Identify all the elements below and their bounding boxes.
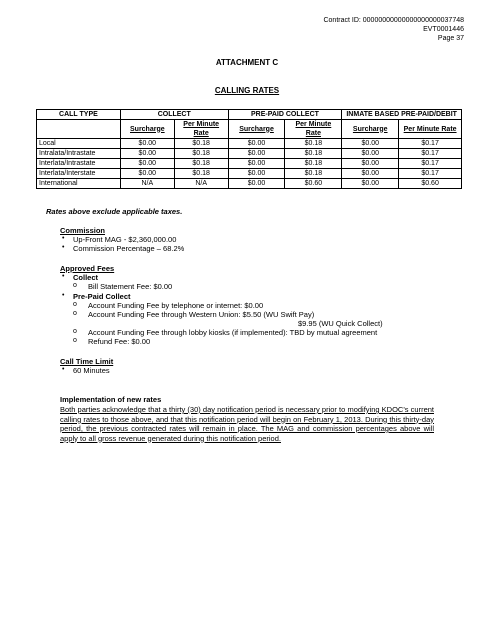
prepaid-label: Pre-Paid Collect xyxy=(73,292,131,301)
table-cell: $0.17 xyxy=(399,159,462,169)
header-inmate-based: INMATE BASED PRE-PAID/DEBIT xyxy=(342,110,462,120)
header-prepaid-collect: PRE-PAID COLLECT xyxy=(228,110,342,120)
bullet-icon: • xyxy=(62,244,65,251)
page-header xyxy=(323,16,464,43)
sub-bullet-icon: o xyxy=(73,328,77,335)
table-cell: N/A xyxy=(174,179,228,189)
table-cell: $0.00 xyxy=(228,169,285,179)
header-surcharge: Surcharge xyxy=(120,120,174,139)
table-cell: $0.00 xyxy=(342,169,399,179)
table-row xyxy=(37,169,462,179)
table-cell: $0.00 xyxy=(342,159,399,169)
call-type-cell: Interlata/Interstate xyxy=(37,169,121,179)
list-item: Commission Percentage – 68.2% xyxy=(73,244,185,253)
table-cell: $0.00 xyxy=(120,159,174,169)
table-cell: $0.18 xyxy=(174,169,228,179)
list-item: Up-Front MAG - $2,360,000.00 xyxy=(73,235,177,244)
list-item: Account Funding Fee through lobby kiosks (if implemented): TBD by mutual agreement xyxy=(88,328,378,337)
header-per-minute-rate: Per Minute Rate xyxy=(285,120,342,139)
attachment-title: ATTACHMENT C xyxy=(215,58,279,67)
header-surcharge: Surcharge xyxy=(342,120,399,139)
list-item: 60 Minutes xyxy=(73,366,110,375)
calling-rates-table xyxy=(36,109,462,189)
table-cell: $0.00 xyxy=(342,179,399,189)
table-group-header-row xyxy=(37,110,462,120)
implementation-paragraph: Both parties acknowledge that a thirty (30) day notification period is necessary prior to modifying KDOC's current calling rates to those above, and that this notification period will begin on February 1, 2013. During this thirty-day period, the previous contracted rates will remain in place. The MAG and commission percentages above will apply to all gross revenue generated during this notification period. xyxy=(60,405,434,443)
header-call-type: CALL TYPE xyxy=(37,110,121,120)
table-cell: $0.18 xyxy=(174,139,228,149)
implementation-title: Implementation of new rates xyxy=(60,395,162,404)
bullet-icon: • xyxy=(62,292,65,299)
table-row xyxy=(37,139,462,149)
table-cell: $0.00 xyxy=(228,179,285,189)
table-cell: $0.00 xyxy=(342,139,399,149)
table-cell: $0.60 xyxy=(399,179,462,189)
bullet-icon: • xyxy=(62,366,65,373)
header-collect: COLLECT xyxy=(120,110,228,120)
calling-rates-title: CALLING RATES xyxy=(214,86,280,95)
header-per-minute-rate: Per Minute Rate xyxy=(399,120,462,139)
header-surcharge: Surcharge xyxy=(228,120,285,139)
table-cell: $0.00 xyxy=(228,139,285,149)
header-blank-cell xyxy=(37,120,121,139)
contract-id: Contract ID: 00000000000000000000037748 xyxy=(323,17,464,24)
table-cell: $0.17 xyxy=(399,169,462,179)
table-cell: $0.60 xyxy=(285,179,342,189)
sub-bullet-icon: o xyxy=(73,282,77,289)
table-cell: $0.00 xyxy=(120,139,174,149)
call-type-cell: Interlata/Intrastate xyxy=(37,159,121,169)
table-cell: $0.00 xyxy=(228,159,285,169)
sub-bullet-icon: o xyxy=(73,310,77,317)
call-type-cell: Intralata/Intrastate xyxy=(37,149,121,159)
rates-tax-note: Rates above exclude applicable taxes. xyxy=(46,207,183,216)
table-cell: $0.18 xyxy=(285,169,342,179)
call-type-cell: Local xyxy=(37,139,121,149)
table-cell: $0.00 xyxy=(120,169,174,179)
header-per-minute-rate: Per Minute Rate xyxy=(174,120,228,139)
list-item: Account Funding Fee through Western Union: $5.50 (WU Swift Pay) xyxy=(88,310,315,319)
wu-quick-collect: $9.95 (WU Quick Collect) xyxy=(298,319,383,328)
bullet-icon: • xyxy=(62,235,65,242)
list-item: Refund Fee: $0.00 xyxy=(88,337,151,346)
table-cell: $0.17 xyxy=(399,149,462,159)
list-item: Bill Statement Fee: $0.00 xyxy=(88,282,173,291)
table-row xyxy=(37,159,462,169)
table-cell: $0.18 xyxy=(174,159,228,169)
sub-bullet-icon: o xyxy=(73,337,77,344)
table-cell: N/A xyxy=(120,179,174,189)
commission-title: Commission xyxy=(60,226,106,235)
bullet-icon: • xyxy=(62,273,65,280)
table-sub-header-row xyxy=(37,120,462,139)
table-cell: $0.17 xyxy=(399,139,462,149)
table-cell: $0.18 xyxy=(285,139,342,149)
table-cell: $0.18 xyxy=(285,149,342,159)
table-cell: $0.18 xyxy=(174,149,228,159)
table-cell: $0.18 xyxy=(285,159,342,169)
page-number: Page 37 xyxy=(437,35,464,42)
table-cell: $0.00 xyxy=(120,149,174,159)
approved-fees-title: Approved Fees xyxy=(60,264,115,273)
evt-number: EVT0001446 xyxy=(423,26,464,33)
sub-bullet-icon: o xyxy=(73,301,77,308)
call-time-title: Call Time Limit xyxy=(60,357,114,366)
table-cell: $0.00 xyxy=(342,149,399,159)
table-row xyxy=(37,149,462,159)
table-row xyxy=(37,179,462,189)
table-cell: $0.00 xyxy=(228,149,285,159)
collect-label: Collect xyxy=(73,273,99,282)
call-type-cell: International xyxy=(37,179,121,189)
list-item: Account Funding Fee by telephone or internet: $0.00 xyxy=(88,301,264,310)
